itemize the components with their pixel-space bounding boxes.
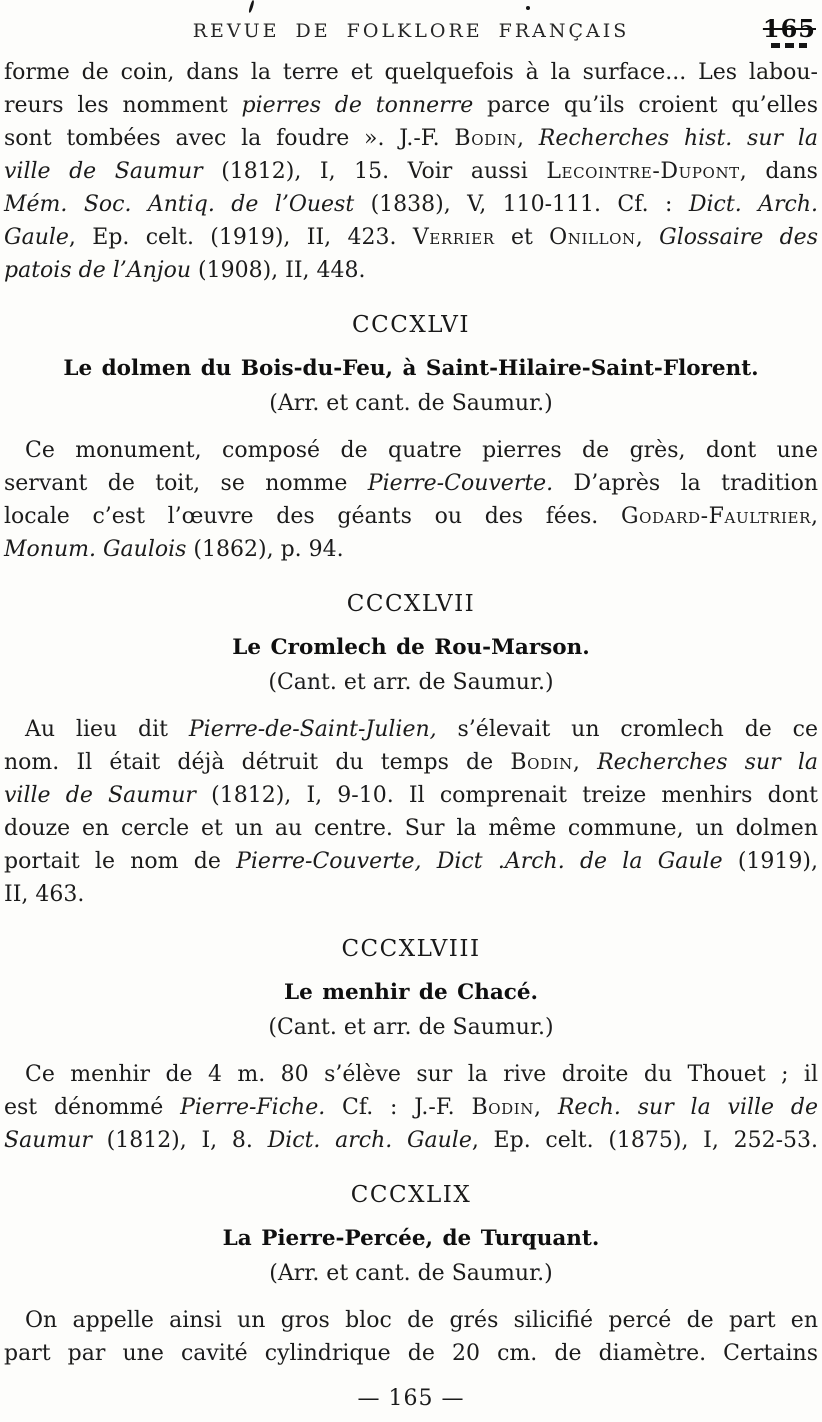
text-run: (1908), II, 448.: [191, 258, 366, 283]
text-run: s’élevait un cromlech de ce: [436, 717, 818, 742]
italic-run: pierres de tonnerre: [241, 93, 474, 118]
text-line: [4, 845, 818, 878]
text-line: [4, 1124, 818, 1157]
text-line: [4, 1337, 818, 1370]
text-run: sont tombées avec la foudre ». J.-F.: [4, 126, 455, 151]
smallcaps-run: Bodin: [454, 126, 517, 151]
text-line: [4, 467, 818, 500]
text-run: douze en cercle et un au centre. Sur la même commune, un dolmen: [4, 816, 818, 841]
text-run: Cf. : J.-F.: [325, 1095, 472, 1120]
italic-run: Pierre-Couverte, Dict .Arch. de la Gaule: [236, 849, 723, 874]
italic-run: Gaule: [4, 225, 69, 250]
footer-page-number: — 165 —: [357, 1386, 465, 1411]
text-run: nom. Il était déjà détruit du temps de: [4, 750, 511, 775]
text-run: ,: [516, 126, 539, 151]
text-run: ,: [534, 1095, 558, 1120]
text-line: [4, 1091, 818, 1124]
text-run: et: [494, 225, 550, 250]
smallcaps-run: Onillon: [549, 225, 636, 250]
text-line: [4, 122, 818, 155]
journal-title: REVUE DE FOLKLORE FRANÇAIS: [192, 20, 630, 42]
text-run: (1812), I, 8.: [91, 1128, 268, 1153]
text-run: (1812), I, 15. Voir aussi: [202, 159, 547, 184]
entry-subtitle-menhir-chace: (Cant. et arr. de Saumur.): [268, 1015, 554, 1040]
text-run: II, 463.: [4, 882, 85, 907]
text-run: servant de toit, se nomme: [4, 471, 368, 496]
text-run: ,: [635, 225, 660, 250]
text-run: reurs les nomment: [4, 93, 242, 118]
text-line: [4, 878, 818, 911]
italic-run: Pierre-de-Saint-Julien,: [188, 717, 437, 742]
smallcaps-run: Bodin: [510, 750, 573, 775]
text-run: parce qu’ils croient qu’elles: [473, 93, 818, 118]
text-run: (1838), V, 110-111. Cf. :: [354, 192, 689, 217]
entry-number-cccxlix: CCCXLIX: [350, 1182, 472, 1208]
italic-run: Recherches hist. sur la: [538, 126, 818, 151]
text-run: D’après la tradition: [553, 471, 818, 496]
text-line: [4, 779, 818, 812]
entry-body-cromlech-rou-marson: [0, 713, 822, 911]
entry-subtitle-pierre-percee-turquant: (Arr. et cant. de Saumur.): [269, 1261, 553, 1286]
text-run: forme de coin, dans la terre et quelquefois à la surface... Les labou-: [4, 60, 818, 85]
entry-number-cccxlviii: CCCXLVIII: [341, 936, 481, 962]
text-line: [4, 188, 818, 221]
italic-run: Pierre-Fiche.: [180, 1095, 326, 1120]
page-number-underline-marks: [771, 43, 807, 48]
italic-run: patois de l’Anjou: [4, 258, 192, 283]
entry-body-bois-du-feu: [0, 434, 822, 566]
entry-body-menhir-chace: [0, 1058, 822, 1157]
entry-body-pierre-percee-turquant: [0, 1304, 822, 1370]
text-line: [4, 500, 818, 533]
text-run: On appelle ainsi un gros bloc de grés silicifié percé de part en: [25, 1308, 818, 1333]
smallcaps-run: Godard-Faultrier: [620, 504, 811, 529]
text-run: Au lieu dit: [25, 717, 189, 742]
entry-title-cromlech-rou-marson: Le Cromlech de Rou-Marson.: [232, 635, 590, 660]
italic-run: Recherches sur la: [597, 750, 818, 775]
page-number: [763, 16, 816, 48]
entry-number-cccxlvii: CCCXLVII: [346, 591, 476, 617]
entry-title-menhir-chace: Le menhir de Chacé.: [283, 980, 539, 1005]
paragraph-continuation: [0, 56, 822, 287]
text-line: [4, 713, 818, 746]
entry-number-cccxlvi: CCCXLVI: [352, 312, 470, 338]
text-run: , Ep. celt. (1919), II, 423.: [68, 225, 413, 250]
text-line: [4, 254, 818, 287]
text-run: portait le nom de: [4, 849, 237, 874]
italic-run: Glossaire des: [659, 225, 818, 250]
italic-run: Dict. arch. Gaule: [267, 1128, 472, 1153]
text-line: [4, 1304, 818, 1337]
entry-title-bois-du-feu: Le dolmen du Bois-du-Feu, à Saint-Hilaire-Saint-Florent.: [63, 356, 759, 381]
text-run: locale c’est l’œuvre des géants ou des fées.: [4, 504, 621, 529]
page-footer: [0, 1382, 822, 1415]
text-run: part par une cavité cylindrique de 20 cm. de diamètre. Certains: [4, 1341, 818, 1366]
italic-run: Mém. Soc. Antiq. de l’Ouest: [4, 192, 355, 217]
italic-run: Rech. sur la ville de: [557, 1095, 818, 1120]
entry-subtitle-bois-du-feu: (Arr. et cant. de Saumur.): [269, 391, 553, 416]
text-line: [4, 89, 818, 122]
text-run: est dénommé: [4, 1095, 181, 1120]
text-line: [4, 746, 818, 779]
text-run: ,: [572, 750, 598, 775]
text-run: ,: [811, 504, 818, 529]
italic-run: Dict. Arch.: [688, 192, 818, 217]
text-line: [4, 56, 818, 89]
italic-run: Saumur: [4, 1128, 92, 1153]
text-run: (1862), p. 94.: [186, 537, 344, 562]
text-run: (1812), I, 9-10. Il comprenait treize menhirs dont: [195, 783, 818, 808]
italic-run: ville de Saumur: [4, 159, 203, 184]
italic-run: Monum. Gaulois: [4, 537, 187, 562]
text-run: Ce monument, composé de quatre pierres de grès, dont une: [25, 438, 818, 463]
italic-run: Pierre-Couverte.: [367, 471, 554, 496]
entry-title-pierre-percee-turquant: La Pierre-Percée, de Turquant.: [222, 1226, 600, 1251]
running-header: [0, 0, 822, 42]
text-run: , Ep. celt. (1875), I, 252-53.: [471, 1128, 818, 1153]
italic-run: ville de Saumur: [4, 783, 196, 808]
text-line: [4, 155, 818, 188]
text-run: , dans: [739, 159, 818, 184]
text-line: [4, 812, 818, 845]
page-number-text: 165: [762, 14, 816, 43]
text-run: (1919),: [722, 849, 818, 874]
text-line: [4, 533, 818, 566]
text-line: [4, 434, 818, 467]
entry-subtitle-cromlech-rou-marson: (Cant. et arr. de Saumur.): [268, 670, 554, 695]
smallcaps-run: Verrier: [412, 225, 495, 250]
scan-artifact-dot: [526, 6, 530, 10]
text-run: Ce menhir de 4 m. 80 s’élève sur la rive droite du Thouet ; il: [25, 1062, 818, 1087]
text-line: [4, 1058, 818, 1091]
smallcaps-run: Bodin: [471, 1095, 535, 1120]
text-line: [4, 221, 818, 254]
smallcaps-run: Lecointre-Dupont: [546, 159, 740, 184]
